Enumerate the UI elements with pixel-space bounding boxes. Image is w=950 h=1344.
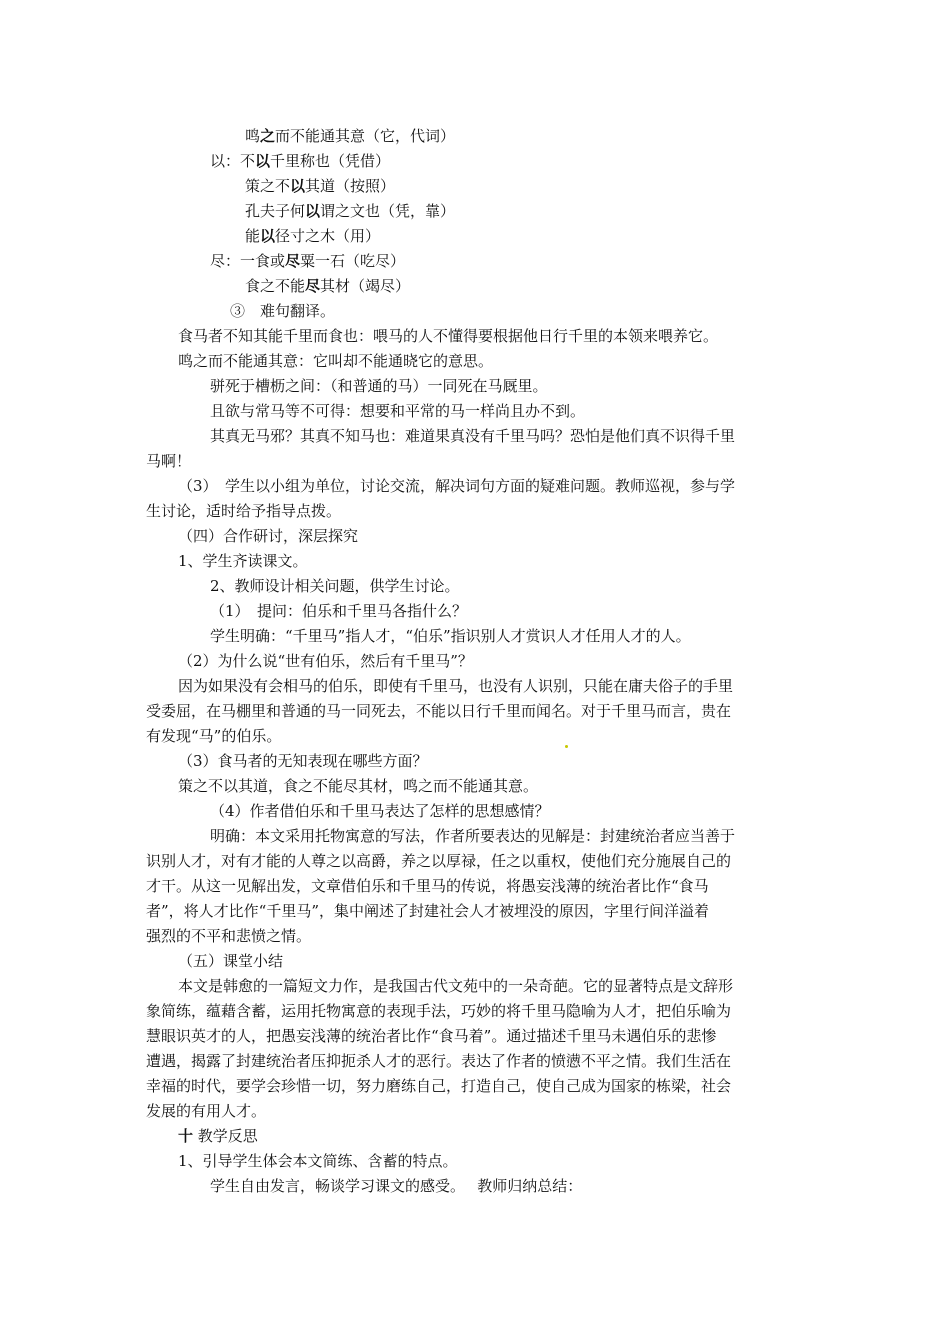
- paragraph-line: 才干。从这一见解出发，文章借伯乐和千里马的传说，将愚妄浅薄的统治者比作“食马: [146, 877, 709, 895]
- text: 孔夫子何: [245, 202, 306, 220]
- key-char: 尽: [285, 252, 301, 270]
- text: 能: [245, 227, 261, 245]
- key-char: 以: [305, 202, 321, 220]
- paragraph-line: 其真无马邪？其真不知马也：难道果真没有千里马吗？恐怕是他们真不识得千里: [210, 427, 736, 445]
- vocab-line-yi-2: [245, 175, 395, 197]
- paragraph-line: （2）为什么说“世有伯乐，然后有千里马”？: [178, 652, 473, 670]
- section-heading: （五）课堂小结: [178, 952, 284, 970]
- vocab-line-jin-2: [245, 275, 410, 297]
- paragraph-line: 明确：本文采用托物寓意的写法，作者所要表达的见解是：封建统治者应当善于: [210, 827, 736, 845]
- paragraph-line: 学生自由发言，畅谈学习课文的感受。 教师归纳总结：: [210, 1177, 583, 1195]
- text: 食之不能: [245, 277, 306, 295]
- paragraph-line: （1） 提问：伯乐和千里马各指什么？: [210, 602, 468, 620]
- section-heading: ③ 难句翻译。: [230, 302, 336, 320]
- paragraph-line: 2、教师设计相关问题，供学生讨论。: [210, 577, 460, 595]
- heading-text: 教学反思: [193, 1127, 258, 1145]
- text: 千里称也（凭借）: [270, 152, 391, 170]
- paragraph-line: 食马者不知其能千里而食也：喂马的人不懂得要根据他日行千里的本领来喂养它。: [178, 327, 719, 345]
- text: 鸣: [245, 127, 261, 145]
- vocab-line-yi-4: [245, 225, 380, 247]
- key-char: 以: [260, 227, 276, 245]
- key-char: 尽: [305, 277, 321, 295]
- paragraph-line: 遭遇，揭露了封建统治者压抑扼杀人才的恶行。表达了作者的愤懑不平之情。我们生活在: [146, 1052, 732, 1070]
- paragraph-line: 慧眼识英才的人，把愚妄浅薄的统治者比作“食马着”。通过描述千里马未遇伯乐的悲惨: [146, 1027, 717, 1045]
- paragraph-line: 发展的有用人才。: [146, 1102, 267, 1120]
- heading-number: 十: [178, 1127, 194, 1145]
- text: 径寸之木（用）: [275, 227, 381, 245]
- paragraph-line: 骈死于槽枥之间：（和普通的马）一同死在马厩里。: [210, 377, 548, 395]
- paragraph-line: （3）食马者的无知表现在哪些方面？: [178, 752, 428, 770]
- paragraph-line: 有发现“马”的伯乐。: [146, 727, 282, 745]
- text: 以：不: [210, 152, 256, 170]
- stray-mark: [565, 745, 568, 748]
- section-heading: [178, 1125, 258, 1147]
- key-char: 以: [255, 152, 271, 170]
- paragraph-line: （4）作者借伯乐和千里马表达了怎样的思想感情？: [210, 802, 550, 820]
- paragraph-line: 者”，将人才比作“千里马”，集中阐述了封建社会人才被埋没的原因，字里行间洋溢着: [146, 902, 710, 920]
- paragraph-line: 强烈的不平和悲愤之情。: [146, 927, 312, 945]
- vocab-line-jin-1: [210, 250, 405, 272]
- paragraph-line: （3） 学生以小组为单位，讨论交流，解决词句方面的疑难问题。教师巡视，参与学: [178, 477, 736, 495]
- vocab-line-yi-3: [245, 200, 455, 222]
- paragraph-line: 受委屈，在马棚里和普通的马一同死去，不能以日行千里而闻名。对于千里马而言，贵在: [146, 702, 732, 720]
- text: 其材（竭尽）: [320, 277, 411, 295]
- paragraph-line: 象简练，蕴藉含蓄，运用托物寓意的表现手法，巧妙的将千里马隐喻为人才，把伯乐喻为: [146, 1002, 732, 1020]
- paragraph-line: 识别人才，对有才能的人尊之以高爵，养之以厚禄，任之以重权，使他们充分施展自己的: [146, 852, 732, 870]
- vocab-line-yi-1: [210, 150, 390, 172]
- paragraph-line: 1、引导学生体会本文简练、含蓄的特点。: [178, 1152, 458, 1170]
- paragraph-line: 鸣之而不能通其意：它叫却不能通晓它的意思。: [178, 352, 494, 370]
- text: 粟一石（吃尽）: [300, 252, 406, 270]
- text: 而不能通其意（它，代词）: [275, 127, 456, 145]
- paragraph-line: 本文是韩愈的一篇短文力作，是我国古代文苑中的一朵奇葩。它的显著特点是文辞形: [178, 977, 734, 995]
- text: 尽：一食或: [210, 252, 286, 270]
- paragraph-line: 策之不以其道，食之不能尽其材，鸣之而不能通其意。: [178, 777, 539, 795]
- paragraph-line: 马啊！: [146, 452, 192, 470]
- key-char: 以: [290, 177, 306, 195]
- text: 谓之文也（凭，靠）: [320, 202, 456, 220]
- text: 其道（按照）: [305, 177, 396, 195]
- text: 策之不: [245, 177, 291, 195]
- paragraph-line: 因为如果没有会相马的伯乐，即使有千里马，也没有人识别，只能在庸夫俗子的手里: [178, 677, 734, 695]
- paragraph-line: 幸福的时代，要学会珍惜一切，努力磨练自己，打造自己，使自己成为国家的栋梁，社会: [146, 1077, 732, 1095]
- paragraph-line: 且欲与常马等不可得：想要和平常的马一样尚且办不到。: [210, 402, 586, 420]
- vocab-line-zhi: [245, 125, 455, 147]
- section-heading: （四）合作研讨，深层探究: [178, 527, 359, 545]
- paragraph-line: 生讨论，适时给予指导点拨。: [146, 502, 342, 520]
- key-char: 之: [260, 127, 276, 145]
- paragraph-line: 学生明确：“千里马”指人才，“伯乐”指识别人才赏识人才任用人才的人。: [210, 627, 691, 645]
- paragraph-line: 1、学生齐读课文。: [178, 552, 308, 570]
